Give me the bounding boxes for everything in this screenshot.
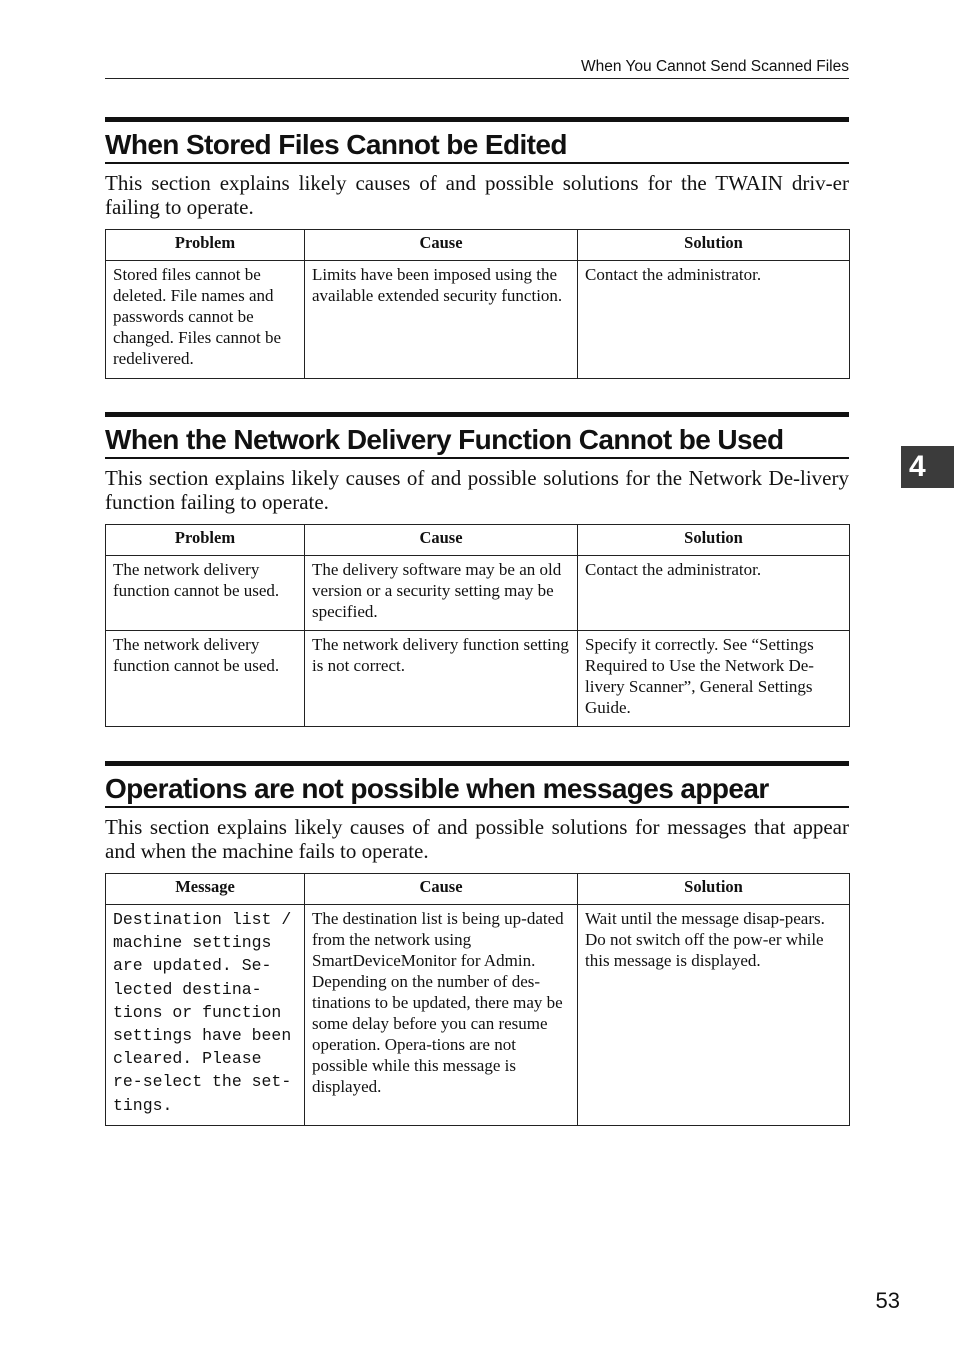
problem-cell: Stored files cannot be deleted. File names and passwords cannot be changed. Files cannot be redelivered. bbox=[106, 261, 305, 379]
table-header-row bbox=[106, 874, 850, 905]
column-header: Solution bbox=[578, 874, 850, 905]
page-number: 53 bbox=[875, 1288, 900, 1313]
running-header-title: When You Cannot Send Scanned Files bbox=[581, 58, 849, 75]
section-intro: This section explains likely causes of and possible solutions for the Network De-livery function failing to operate. bbox=[105, 466, 849, 514]
cause-cell: Limits have been imposed using the available extended security function. bbox=[305, 261, 578, 379]
problem-cell: The network delivery function cannot be used. bbox=[106, 556, 305, 631]
table-row bbox=[106, 556, 850, 631]
column-header: Problem bbox=[106, 525, 305, 556]
cause-cell: The network delivery function setting is not correct. bbox=[305, 631, 578, 727]
running-header bbox=[105, 56, 849, 79]
problem-cell: The network delivery function cannot be used. bbox=[106, 631, 305, 727]
table-header-row bbox=[106, 525, 850, 556]
solution-cell: Wait until the message disap-pears. Do not switch off the pow-er while this message is displayed. bbox=[578, 905, 850, 1126]
cause-cell: The destination list is being up-dated from the network using SmartDeviceMonitor for Admin. Depending on the number of des-tinations to be updated, there may be some delay before you can resume operation. Opera-tions are not possible while this message is displayed. bbox=[305, 905, 578, 1126]
column-header: Cause bbox=[305, 525, 578, 556]
section-heading: When the Network Delivery Function Cannot be Used bbox=[105, 412, 849, 459]
chapter-tab: 4 bbox=[901, 446, 954, 488]
column-header: Solution bbox=[578, 230, 850, 261]
troubleshooting-table bbox=[105, 229, 850, 379]
column-header: Cause bbox=[305, 230, 578, 261]
solution-cell: Specify it correctly. See “Settings Required to Use the Network De-livery Scanner”, General Settings Guide. bbox=[578, 631, 850, 727]
section-messages bbox=[105, 761, 849, 1126]
troubleshooting-table bbox=[105, 873, 850, 1126]
column-header: Message bbox=[106, 874, 305, 905]
section-heading: When Stored Files Cannot be Edited bbox=[105, 117, 849, 164]
section-intro: This section explains likely causes of and possible solutions for messages that appear and when the machine fails to operate. bbox=[105, 815, 849, 863]
table-row bbox=[106, 631, 850, 727]
troubleshooting-table bbox=[105, 524, 850, 727]
table-header-row bbox=[106, 230, 850, 261]
column-header: Problem bbox=[106, 230, 305, 261]
section-heading: Operations are not possible when messages appear bbox=[105, 761, 849, 808]
solution-cell: Contact the administrator. bbox=[578, 261, 850, 379]
solution-cell: Contact the administrator. bbox=[578, 556, 850, 631]
cause-cell: The delivery software may be an old version or a security setting may be specified. bbox=[305, 556, 578, 631]
section-network-delivery bbox=[105, 412, 849, 727]
table-row bbox=[106, 905, 850, 1126]
column-header: Cause bbox=[305, 874, 578, 905]
message-cell: Destination list / machine settings are updated. Se-lected destina-tions or function settings have been cleared. Please re-select the set-tings. bbox=[106, 905, 305, 1126]
section-stored-files bbox=[105, 117, 849, 379]
table-row bbox=[106, 261, 850, 379]
column-header: Solution bbox=[578, 525, 850, 556]
section-intro: This section explains likely causes of and possible solutions for the TWAIN driv-er failing to operate. bbox=[105, 171, 849, 219]
